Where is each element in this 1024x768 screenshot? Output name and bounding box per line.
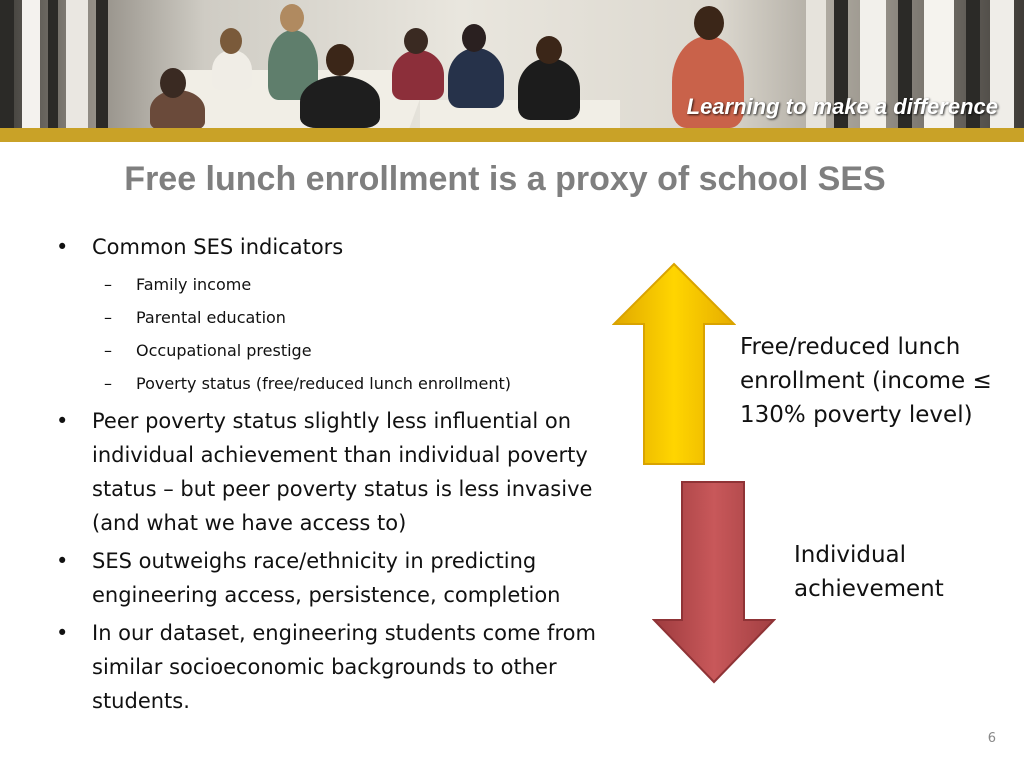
sub-bullet-item <box>48 268 608 301</box>
sub-bullet-item <box>48 334 608 367</box>
free-lunch-label: Free/reduced lunch enrollment (income ≤ 130% poverty level) <box>740 334 992 428</box>
bullet-text: Common SES indicators <box>92 235 344 259</box>
sub-bullet-text: Family income <box>136 275 252 294</box>
bullet-item <box>48 404 608 540</box>
sub-bullet-text: Parental education <box>136 308 286 327</box>
sub-bullet-text: Occupational prestige <box>136 341 312 360</box>
sub-bullet-item <box>48 301 608 334</box>
sub-bullet-text: Poverty status (free/reduced lunch enrollment) <box>136 374 511 393</box>
sub-bullet-item <box>48 367 608 400</box>
down-arrow-icon <box>652 478 776 684</box>
up-arrow-icon <box>612 262 736 466</box>
bullet-icon: • <box>56 549 69 573</box>
page-number: 6 <box>987 731 996 746</box>
bullet-icon: • <box>56 235 69 259</box>
dash-icon: – <box>104 275 112 294</box>
bullet-item <box>48 230 608 264</box>
bullet-text: In our dataset, engineering students come from similar socioeconomic backgrounds to other students. <box>92 621 596 713</box>
bullet-text: Peer poverty status slightly less influential on individual achievement than individual poverty status – but peer poverty status is less invasive (and what we have access to) <box>92 409 593 535</box>
bullet-text: SES outweighs race/ethnicity in predicting engineering access, persistence, completion <box>92 549 561 607</box>
bullet-list <box>48 230 608 722</box>
dash-icon: – <box>104 308 112 327</box>
dash-icon: – <box>104 341 112 360</box>
bullet-item <box>48 544 608 612</box>
accent-band <box>0 128 1024 142</box>
bullet-icon: • <box>56 409 69 433</box>
individual-achievement-label: Individual achievement <box>794 542 944 602</box>
banner-tagline: Learning to make a difference <box>686 94 998 119</box>
bullet-item <box>48 616 608 718</box>
bullet-icon: • <box>56 621 69 645</box>
slide-title: Free lunch enrollment is a proxy of school SES <box>124 160 886 198</box>
dash-icon: – <box>104 374 112 393</box>
